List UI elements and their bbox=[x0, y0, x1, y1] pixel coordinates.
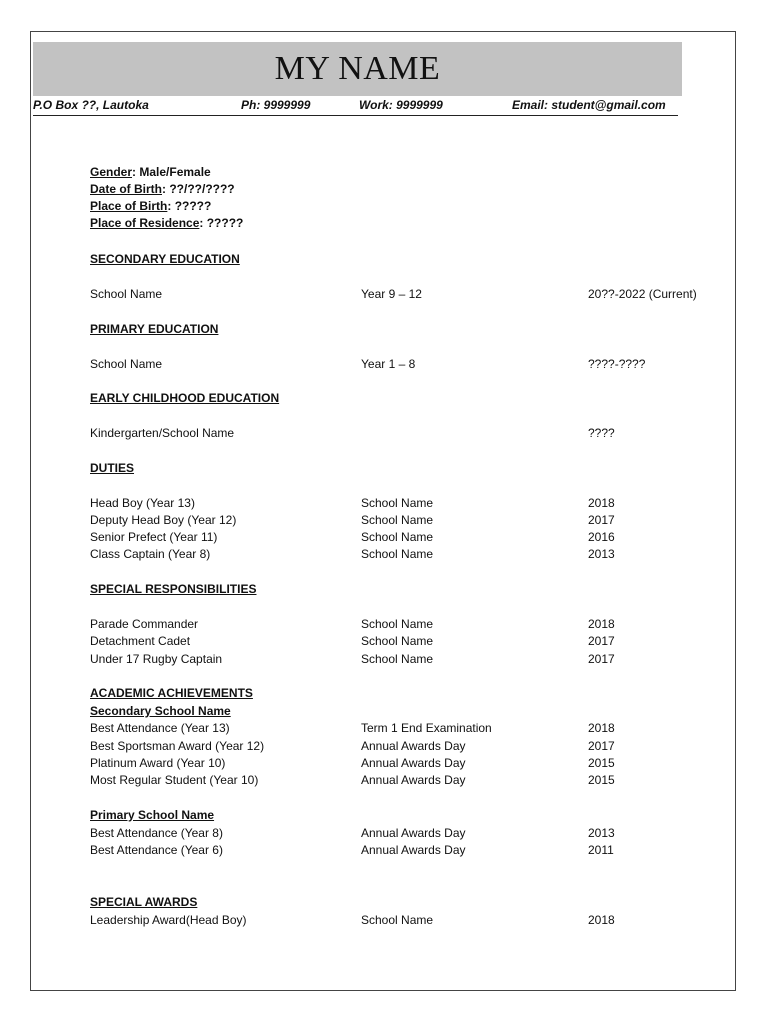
achievement-role: Best Attendance (Year 13) bbox=[90, 721, 230, 735]
primary-years: Year 1 – 8 bbox=[361, 357, 416, 371]
dob-line: Date of Birth: ??/??/???? bbox=[90, 182, 235, 196]
duty-year: 2018 bbox=[588, 496, 615, 510]
achievement-year: 2018 bbox=[588, 721, 615, 735]
achievement-role: Most Regular Student (Year 10) bbox=[90, 773, 259, 787]
responsibility-role: Parade Commander bbox=[90, 617, 199, 631]
duty-role: Class Captain (Year 8) bbox=[90, 547, 211, 561]
responsibility-place: School Name bbox=[361, 652, 434, 666]
duty-role: Head Boy (Year 13) bbox=[90, 496, 195, 510]
achievement-event: Annual Awards Day bbox=[361, 843, 466, 857]
name-banner bbox=[33, 42, 682, 96]
achievement-role: Best Sportsman Award (Year 12) bbox=[90, 739, 265, 753]
achievement-year: 2013 bbox=[588, 826, 615, 840]
duty-place: School Name bbox=[361, 496, 434, 510]
secondary-school-subheading: Secondary School Name bbox=[90, 704, 231, 718]
duty-role: Senior Prefect (Year 11) bbox=[90, 530, 218, 544]
responsibility-place: School Name bbox=[361, 617, 434, 631]
secondary-education-heading: SECONDARY EDUCATION bbox=[90, 252, 240, 266]
achievement-year: 2017 bbox=[588, 739, 615, 753]
address: P.O Box ??, Lautoka bbox=[33, 98, 149, 112]
award-role: Leadership Award(Head Boy) bbox=[90, 913, 247, 927]
achievement-event: Annual Awards Day bbox=[361, 773, 466, 787]
achievement-year: 2015 bbox=[588, 756, 615, 770]
early-period: ???? bbox=[588, 426, 615, 440]
achievement-event: Annual Awards Day bbox=[361, 739, 466, 753]
responsibility-year: 2017 bbox=[588, 652, 615, 666]
pob-line: Place of Birth: ????? bbox=[90, 199, 212, 213]
primary-education-heading: PRIMARY EDUCATION bbox=[90, 322, 219, 336]
phone: Ph: 9999999 bbox=[241, 98, 311, 112]
responsibility-place: School Name bbox=[361, 634, 434, 648]
primary-school: School Name bbox=[90, 357, 163, 371]
achievement-event: Annual Awards Day bbox=[361, 756, 466, 770]
special-awards-heading: SPECIAL AWARDS bbox=[90, 895, 198, 909]
achievement-year: 2015 bbox=[588, 773, 615, 787]
duty-year: 2016 bbox=[588, 530, 615, 544]
responsibility-year: 2018 bbox=[588, 617, 615, 631]
duty-place: School Name bbox=[361, 547, 434, 561]
responsibility-role: Detachment Cadet bbox=[90, 634, 191, 648]
primary-school-subheading: Primary School Name bbox=[90, 808, 215, 822]
responsibility-year: 2017 bbox=[588, 634, 615, 648]
achievement-event: Annual Awards Day bbox=[361, 826, 466, 840]
responsibility-role: Under 17 Rugby Captain bbox=[90, 652, 223, 666]
gender-line: Gender: Male/Female bbox=[90, 165, 211, 179]
work-phone: Work: 9999999 bbox=[359, 98, 443, 112]
email: Email: student@gmail.com bbox=[512, 98, 666, 112]
achievement-role: Platinum Award (Year 10) bbox=[90, 756, 226, 770]
early-school: Kindergarten/School Name bbox=[90, 426, 235, 440]
duty-year: 2017 bbox=[588, 513, 615, 527]
achievement-role: Best Attendance (Year 6) bbox=[90, 843, 223, 857]
resume-name: MY NAME bbox=[274, 50, 441, 87]
secondary-school: School Name bbox=[90, 287, 163, 301]
achievement-event: Term 1 End Examination bbox=[361, 721, 492, 735]
achievement-role: Best Attendance (Year 8) bbox=[90, 826, 223, 840]
primary-period: ????-???? bbox=[588, 357, 646, 371]
secondary-years: Year 9 – 12 bbox=[361, 287, 422, 301]
early-childhood-heading: EARLY CHILDHOOD EDUCATION bbox=[90, 391, 280, 405]
award-place: School Name bbox=[361, 913, 434, 927]
duty-place: School Name bbox=[361, 530, 434, 544]
achievement-year: 2011 bbox=[588, 843, 614, 857]
award-year: 2018 bbox=[588, 913, 615, 927]
duty-place: School Name bbox=[361, 513, 434, 527]
special-responsibilities-heading: SPECIAL RESPONSIBILITIES bbox=[90, 582, 257, 596]
duty-year: 2013 bbox=[588, 547, 615, 561]
duties-heading: DUTIES bbox=[90, 461, 135, 475]
duty-role: Deputy Head Boy (Year 12) bbox=[90, 513, 237, 527]
contact-line bbox=[33, 97, 678, 116]
secondary-period: 20??-2022 (Current) bbox=[588, 287, 697, 301]
residence-line: Place of Residence: ????? bbox=[90, 216, 244, 230]
academic-achievements-heading: ACADEMIC ACHIEVEMENTS bbox=[90, 686, 253, 700]
